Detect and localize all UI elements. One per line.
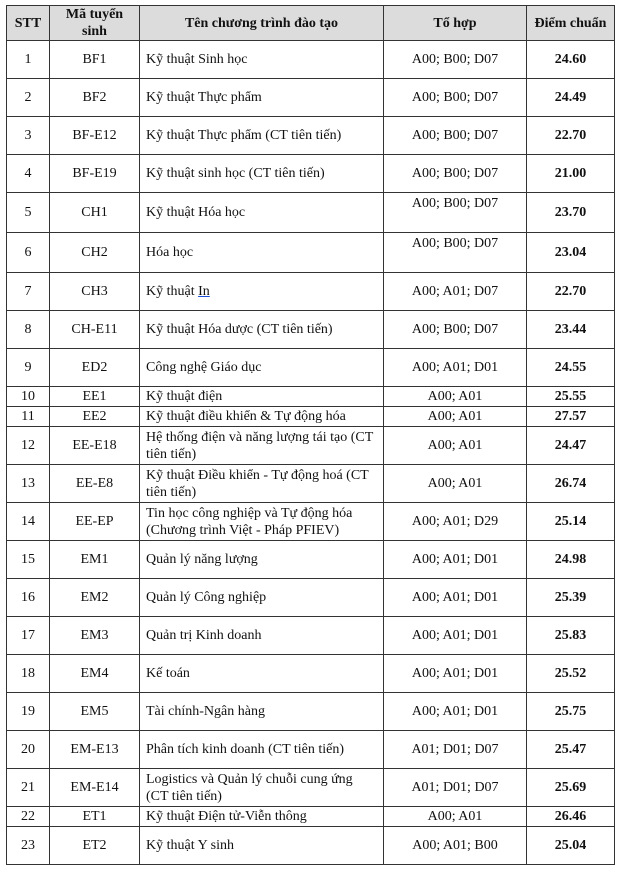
row-code: CH-E11 [50, 311, 140, 349]
row-score: 23.04 [527, 233, 615, 273]
table-row [7, 387, 615, 407]
row-stt: 13 [7, 465, 50, 503]
row-code: BF-E12 [50, 117, 140, 155]
row-subject-group: A00; B00; D07 [384, 193, 527, 233]
table-row [7, 41, 615, 79]
table-row [7, 193, 615, 233]
row-program-name-prefix: Kỹ thuật [146, 284, 199, 299]
row-score: 25.47 [527, 731, 615, 769]
table-row [7, 769, 615, 807]
row-subject-group: A00; B00; D07 [384, 41, 527, 79]
header-program-name: Tên chương trình đào tạo [140, 6, 384, 41]
row-stt: 12 [7, 427, 50, 465]
table-row [7, 79, 615, 117]
row-score: 23.70 [527, 193, 615, 233]
table-row [7, 311, 615, 349]
row-subject-group: A00; A01; B00 [384, 827, 527, 865]
row-score: 26.74 [527, 465, 615, 503]
row-score: 24.49 [527, 79, 615, 117]
row-code: CH2 [50, 233, 140, 273]
row-subject-group: A00; B00; D07 [384, 117, 527, 155]
table-row [7, 503, 615, 541]
header-row [7, 6, 615, 41]
row-program-name: Tài chính-Ngân hàng [140, 693, 384, 731]
row-program-name: Hệ thống điện và năng lượng tái tạo (CT tiên tiến) [140, 427, 384, 465]
row-score: 26.46 [527, 807, 615, 827]
row-stt: 6 [7, 233, 50, 273]
row-subject-group: A01; D01; D07 [384, 769, 527, 807]
row-code: EM-E13 [50, 731, 140, 769]
row-stt: 2 [7, 79, 50, 117]
row-code: EM2 [50, 579, 140, 617]
row-score: 22.70 [527, 117, 615, 155]
row-program-name: Quản lý Công nghiệp [140, 579, 384, 617]
row-program-name: Hóa học [140, 233, 384, 273]
row-code: EE1 [50, 387, 140, 407]
row-subject-group: A00; A01; D29 [384, 503, 527, 541]
row-program-name: Kỹ thuật Điện tử-Viễn thông [140, 807, 384, 827]
row-program-name: Kỹ thuật điện [140, 387, 384, 407]
row-program-name: Tin học công nghiệp và Tự động hóa (Chương trình Việt - Pháp PFIEV) [140, 503, 384, 541]
row-stt: 15 [7, 541, 50, 579]
table-row [7, 731, 615, 769]
header-score: Điểm chuẩn [527, 6, 615, 41]
row-program-name: Quản trị Kinh doanh [140, 617, 384, 655]
row-subject-group: A00; A01; D01 [384, 617, 527, 655]
row-score: 24.98 [527, 541, 615, 579]
row-subject-group: A00; A01; D01 [384, 655, 527, 693]
row-program-name: Kỹ thuật điều khiển & Tự động hóa [140, 407, 384, 427]
row-code: EE2 [50, 407, 140, 427]
header-code: Mã tuyển sinh [50, 6, 140, 41]
table-row [7, 465, 615, 503]
row-score: 24.60 [527, 41, 615, 79]
admission-score-document [6, 5, 614, 865]
row-code: CH3 [50, 273, 140, 311]
table-row [7, 155, 615, 193]
row-stt: 9 [7, 349, 50, 387]
row-stt: 3 [7, 117, 50, 155]
row-stt: 21 [7, 769, 50, 807]
row-subject-group: A00; B00; D07 [384, 311, 527, 349]
row-code: BF1 [50, 41, 140, 79]
row-code: EE-EP [50, 503, 140, 541]
row-program-name: Kế toán [140, 655, 384, 693]
row-code: EM4 [50, 655, 140, 693]
row-code: EM3 [50, 617, 140, 655]
table-row [7, 579, 615, 617]
row-stt: 18 [7, 655, 50, 693]
row-subject-group: A01; D01; D07 [384, 731, 527, 769]
table-row [7, 273, 615, 311]
row-subject-group: A00; A01 [384, 427, 527, 465]
row-stt: 7 [7, 273, 50, 311]
row-code: ED2 [50, 349, 140, 387]
row-program-name: Kỹ thuật Thực phẩm (CT tiên tiến) [140, 117, 384, 155]
row-score: 25.75 [527, 693, 615, 731]
row-program-name-underlined: In [198, 284, 210, 299]
row-code: BF-E19 [50, 155, 140, 193]
row-code: BF2 [50, 79, 140, 117]
row-subject-group: A00; A01 [384, 465, 527, 503]
row-score: 24.55 [527, 349, 615, 387]
header-subject-group: Tổ hợp [384, 6, 527, 41]
row-program-name: Logistics và Quản lý chuỗi cung ứng (CT tiên tiến) [140, 769, 384, 807]
header-stt: STT [7, 6, 50, 41]
row-score: 25.52 [527, 655, 615, 693]
row-score: 25.04 [527, 827, 615, 865]
row-subject-group: A00; A01; D01 [384, 579, 527, 617]
row-stt: 23 [7, 827, 50, 865]
row-score: 25.69 [527, 769, 615, 807]
row-score: 21.00 [527, 155, 615, 193]
row-code: EE-E18 [50, 427, 140, 465]
row-stt: 5 [7, 193, 50, 233]
row-subject-group: A00; A01 [384, 807, 527, 827]
row-program-name: Quản lý năng lượng [140, 541, 384, 579]
row-program-name: Phân tích kinh doanh (CT tiên tiến) [140, 731, 384, 769]
table-row [7, 427, 615, 465]
row-score: 25.14 [527, 503, 615, 541]
row-score: 27.57 [527, 407, 615, 427]
table-row [7, 827, 615, 865]
row-stt: 1 [7, 41, 50, 79]
row-stt: 16 [7, 579, 50, 617]
row-code: EE-E8 [50, 465, 140, 503]
row-program-name: Kỹ thuật Sinh học [140, 41, 384, 79]
admission-score-table [6, 5, 615, 865]
row-subject-group: A00; A01 [384, 407, 527, 427]
row-program-name: Công nghệ Giáo dục [140, 349, 384, 387]
table-row [7, 617, 615, 655]
row-score: 24.47 [527, 427, 615, 465]
row-score: 22.70 [527, 273, 615, 311]
row-score: 25.55 [527, 387, 615, 407]
row-stt: 4 [7, 155, 50, 193]
row-subject-group: A00; A01; D01 [384, 541, 527, 579]
row-program-name: Kỹ thuật Y sinh [140, 827, 384, 865]
row-stt: 14 [7, 503, 50, 541]
table-row [7, 233, 615, 273]
row-subject-group: A00; B00; D07 [384, 79, 527, 117]
table-row [7, 693, 615, 731]
row-stt: 20 [7, 731, 50, 769]
row-code: EM5 [50, 693, 140, 731]
row-subject-group: A00; A01 [384, 387, 527, 407]
row-stt: 10 [7, 387, 50, 407]
row-subject-group: A00; B00; D07 [384, 155, 527, 193]
table-row [7, 655, 615, 693]
row-code: ET1 [50, 807, 140, 827]
table-row [7, 349, 615, 387]
table-row [7, 407, 615, 427]
row-program-name: Kỹ thuật sinh học (CT tiên tiến) [140, 155, 384, 193]
row-program-name: Kỹ thuật Điều khiển - Tự động hoá (CT tiên tiến) [140, 465, 384, 503]
row-code: CH1 [50, 193, 140, 233]
row-program-name: Kỹ thuật Hóa dược (CT tiên tiến) [140, 311, 384, 349]
row-subject-group: A00; A01; D07 [384, 273, 527, 311]
row-code: ET2 [50, 827, 140, 865]
row-stt: 11 [7, 407, 50, 427]
row-subject-group: A00; A01; D01 [384, 349, 527, 387]
row-program-name: Kỹ thuật Thực phẩm [140, 79, 384, 117]
row-code: EM-E14 [50, 769, 140, 807]
row-stt: 22 [7, 807, 50, 827]
row-score: 25.83 [527, 617, 615, 655]
row-program-name: Kỹ thuật Hóa học [140, 193, 384, 233]
table-row [7, 541, 615, 579]
row-subject-group: A00; A01; D01 [384, 693, 527, 731]
row-score: 23.44 [527, 311, 615, 349]
row-stt: 19 [7, 693, 50, 731]
row-subject-group: A00; B00; D07 [384, 233, 527, 273]
row-program-name [140, 273, 384, 311]
row-stt: 8 [7, 311, 50, 349]
row-code: EM1 [50, 541, 140, 579]
row-stt: 17 [7, 617, 50, 655]
table-row [7, 117, 615, 155]
table-row [7, 807, 615, 827]
row-score: 25.39 [527, 579, 615, 617]
